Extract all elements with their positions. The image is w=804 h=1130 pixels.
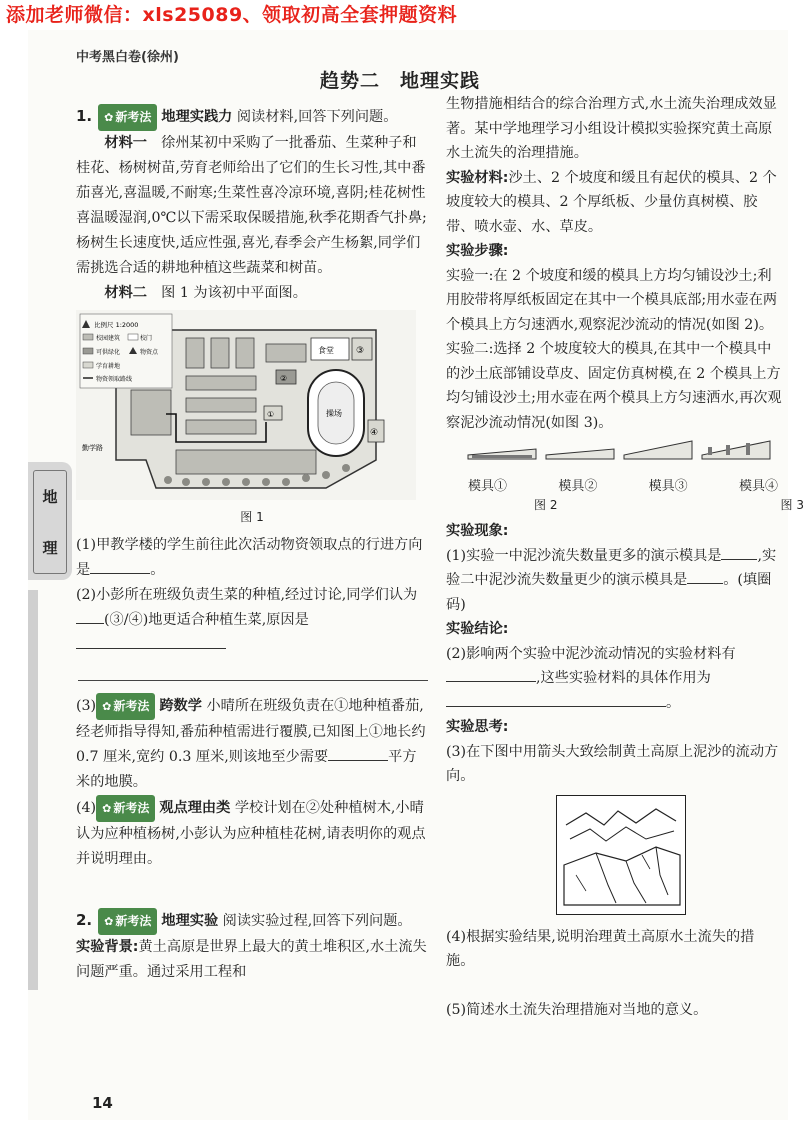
q1-sub2-text-a: (2)小彭所在班级负责生菜的种植,经过讨论,同学们认为 <box>76 587 418 603</box>
answer-blank-direction[interactable] <box>90 559 150 574</box>
legend-greening: 可供绿化 <box>96 349 121 356</box>
answer-blank-function[interactable] <box>446 692 666 707</box>
series-title: 中考黑白卷(徐州) <box>76 50 179 65</box>
q2-background <box>76 935 428 985</box>
q2-step1: 实验一:在 2 个坡度和缓的模具上方均匀铺设沙土;利用胶带将厚纸板固定在其中一个模具底部;用水壶在两个模具上方匀速洒水,观察泥沙流动的情况(如图 2)。 <box>446 267 778 333</box>
q2-think-label: 实验思考: <box>446 719 509 735</box>
legend-farmland: 学育耕地 <box>96 363 121 370</box>
q2-think-3: (3)在下图中用箭头大致绘制黄土高原上泥沙的流动方向。 <box>446 743 779 784</box>
answer-blank-model-more[interactable] <box>721 545 757 560</box>
q1-sub3-keyword: 跨数学 <box>159 698 202 714</box>
model-labels <box>468 475 778 494</box>
q2-steps-label: 实验步骤: <box>446 243 509 259</box>
map-label-playground: 操场 <box>326 409 342 418</box>
q1-sub4-text: 学校计划在②处种植树木,小晴认为应种植杨树,小彭认为应种植桂花树,请表明你的观点并说明理由。 <box>76 800 426 867</box>
material1-text: 徐州某初中采购了一批番茄、生菜种子和桂花、杨树树苗,劳育老师给出了它们的生长习性,其中番茄喜光,喜温暖,不耐寒;生菜性喜冷凉环境,喜阴;桂花树性喜温暖湿润,0℃以下需采取保暖措施,秋季花期香气扑鼻;杨树生长速度快,适应性强,喜光,春季会产生杨絮,同学们需挑选合适的耕地种植这些蔬菜和树苗。 <box>76 135 427 276</box>
page-number: 14 <box>92 1094 113 1112</box>
school-map-figure <box>76 310 416 504</box>
bulb-icon: ✿ <box>102 802 112 815</box>
fig1-caption: 图 1 <box>240 510 264 524</box>
legend-gate: 校门 <box>140 335 153 342</box>
q2-conclusion-label: 实验结论: <box>446 621 509 637</box>
q1-sub2 <box>76 583 428 658</box>
legend-buildings: 校园建筑 <box>96 335 121 342</box>
answer-blank-materials[interactable] <box>446 667 536 682</box>
model-label-4: 模具④ <box>738 479 778 494</box>
map-label-1: ① <box>267 410 275 419</box>
q2-phen1-text-a: (1)实验一中泥沙流失数量更多的演示模具是 <box>446 547 722 564</box>
watermark: 添加老师微信：xls25089、领取初高全套押题资料 <box>6 4 458 26</box>
material2-text: 图 1 为该初中平面图。 <box>161 285 307 301</box>
answer-blank-area[interactable] <box>328 746 388 761</box>
q1-sub4-number: (4) <box>76 800 97 816</box>
fig2-caption: 图 2 <box>534 498 558 512</box>
map-label-canteen: 食堂 <box>318 346 334 355</box>
map-label-road: 勤学路 <box>82 444 103 452</box>
subject-tab <box>28 462 72 580</box>
q2-materials-text: 沙土、2 个坡度和缓且有起伏的模具、2 个坡度较大的模具、2 个厚纸板、少量仿真树模、胶带、喷水壶、水、草皮。 <box>446 169 777 235</box>
map-label-4: ④ <box>370 428 379 438</box>
bulb-icon: ✿ <box>104 111 114 124</box>
answer-blank-plot[interactable] <box>76 609 104 624</box>
q1-sub3-badge <box>96 693 155 720</box>
q2-badge-text: 新考法 <box>115 914 152 928</box>
q2-prompt: 阅读实验过程,回答下列问题。 <box>222 913 412 929</box>
q1-keyword: 地理实践力 <box>161 109 233 125</box>
right-column <box>446 92 804 1022</box>
q1-badge <box>98 104 157 131</box>
q1-sub1: (1)甲教学楼的学生前往此次活动物资领取点的行进方向是 。 <box>76 537 423 578</box>
map-label-3: ③ <box>356 346 365 356</box>
q1-material1 <box>76 131 428 281</box>
q1-number: 1. <box>76 107 93 125</box>
model-label-2: 模具② <box>558 479 598 494</box>
q2-phenomenon-1 <box>446 544 782 618</box>
bulb-icon: ✿ <box>104 915 114 928</box>
q2-phen1-text-c: 。(填圈码) <box>446 572 772 613</box>
model-sketches <box>446 439 776 467</box>
answer-line-reason[interactable] <box>78 658 428 681</box>
q1-sub3-badge-text: 新考法 <box>113 699 150 713</box>
q1-prompt: 阅读材料,回答下列问题。 <box>236 109 398 125</box>
q2-concl2-text-a: (2)影响两个实验中泥沙流动情况的实验材料有 <box>446 645 736 662</box>
fig3-caption: 图 3 <box>780 498 804 512</box>
q1-sub3-text: 小晴所在班级负责在①地种植番茄,经老师指导得知,番茄种植需进行覆膜,已知图上①地长约 0.7 厘米,宽约 0.3 厘米,则该地至少需要 <box>76 698 426 765</box>
loess-plateau-sketch <box>556 795 686 915</box>
q2-bg-text: 黄土高原是世界上最大的黄土堆积区,水土流失问题严重。通过采用工程和 <box>76 939 427 980</box>
map-label-2: ② <box>280 374 288 383</box>
q1-sub4-keyword: 观点理由类 <box>159 800 231 816</box>
q2-conclusion-2 <box>446 642 782 716</box>
q1-material2 <box>76 281 428 306</box>
legend-route: 物资领取路线 <box>96 376 133 383</box>
fig-2-3-captions <box>534 496 804 513</box>
q2-materials <box>446 166 782 240</box>
q2-badge <box>98 908 157 935</box>
q2-background-continued: 生物措施相结合的综合治理方式,水土流失治理成效显著。某中学地理学习小组设计模拟实验探究黄土高原水土流失的治理措施。 <box>446 96 777 161</box>
legend-supply-point: 物资点 <box>140 349 159 356</box>
loess-sketch-figure[interactable] <box>556 795 782 919</box>
school-map <box>76 310 416 500</box>
q2-header <box>76 908 428 935</box>
q2-phenomenon-label: 实验现象: <box>446 523 509 539</box>
q1-badge-text: 新考法 <box>115 110 152 124</box>
q1-sub1-text: (1)甲教学楼的学生前往此次活动物资领取点的行进方向是 <box>76 537 423 578</box>
q2-think-4: (4)根据实验结果,说明治理黄土高原水土流失的措施。 <box>446 928 755 969</box>
section-title: 趋势二 地理实践 <box>319 70 480 92</box>
map-scale: 比例尺 1:2000 <box>94 321 139 329</box>
q2-step2: 实验二:选择 2 个坡度较大的模具,在其中一个模具中的沙土底部铺设草皮、固定仿真树模,在 2 个模具上方均匀铺设沙土;用水壶在两个模具上方匀速洒水,再次观察泥沙流动情况(如图 3)。 <box>446 341 782 431</box>
q1-sub3 <box>76 693 428 795</box>
q2-concl2-text-c: 。 <box>666 694 681 711</box>
q1-sub2-text-b: (③/④)地更适合种植生菜,原因是 <box>104 612 309 628</box>
q2-materials-label: 实验材料: <box>446 169 509 186</box>
q1-sub3-tail: 平方米的地膜。 <box>76 749 417 790</box>
answer-blank-reason[interactable] <box>76 634 226 649</box>
q2-bg-label: 实验背景: <box>76 939 139 955</box>
answer-blank-model-less[interactable] <box>687 569 723 584</box>
model-label-3: 模具③ <box>648 479 688 494</box>
model-label-1: 模具① <box>468 479 508 494</box>
subject-tab-char-2: 理 <box>42 539 58 557</box>
q1-sub4-badge <box>96 795 155 822</box>
subject-tab-char-1: 地 <box>42 488 58 506</box>
left-column <box>76 104 428 985</box>
material1-label: 材料一 <box>104 135 147 151</box>
q1-header <box>76 104 428 131</box>
q2-concl2-text-b: ,这些实验材料的具体作用为 <box>536 670 711 686</box>
q2-phen1-text-b: ,实验二中泥沙流失数量更少的演示模具是 <box>446 547 777 588</box>
q1-sub4-badge-text: 新考法 <box>113 801 150 815</box>
q1-sub4 <box>76 795 428 872</box>
side-stripe <box>28 590 38 990</box>
q1-sub3-number: (3) <box>76 698 97 714</box>
q2-think-5: (5)简述水土流失治理措施对当地的意义。 <box>446 1001 708 1018</box>
material2-label: 材料二 <box>104 285 147 301</box>
q2-number: 2. <box>76 911 93 929</box>
bulb-icon: ✿ <box>102 700 112 713</box>
q2-keyword: 地理实验 <box>161 913 219 929</box>
